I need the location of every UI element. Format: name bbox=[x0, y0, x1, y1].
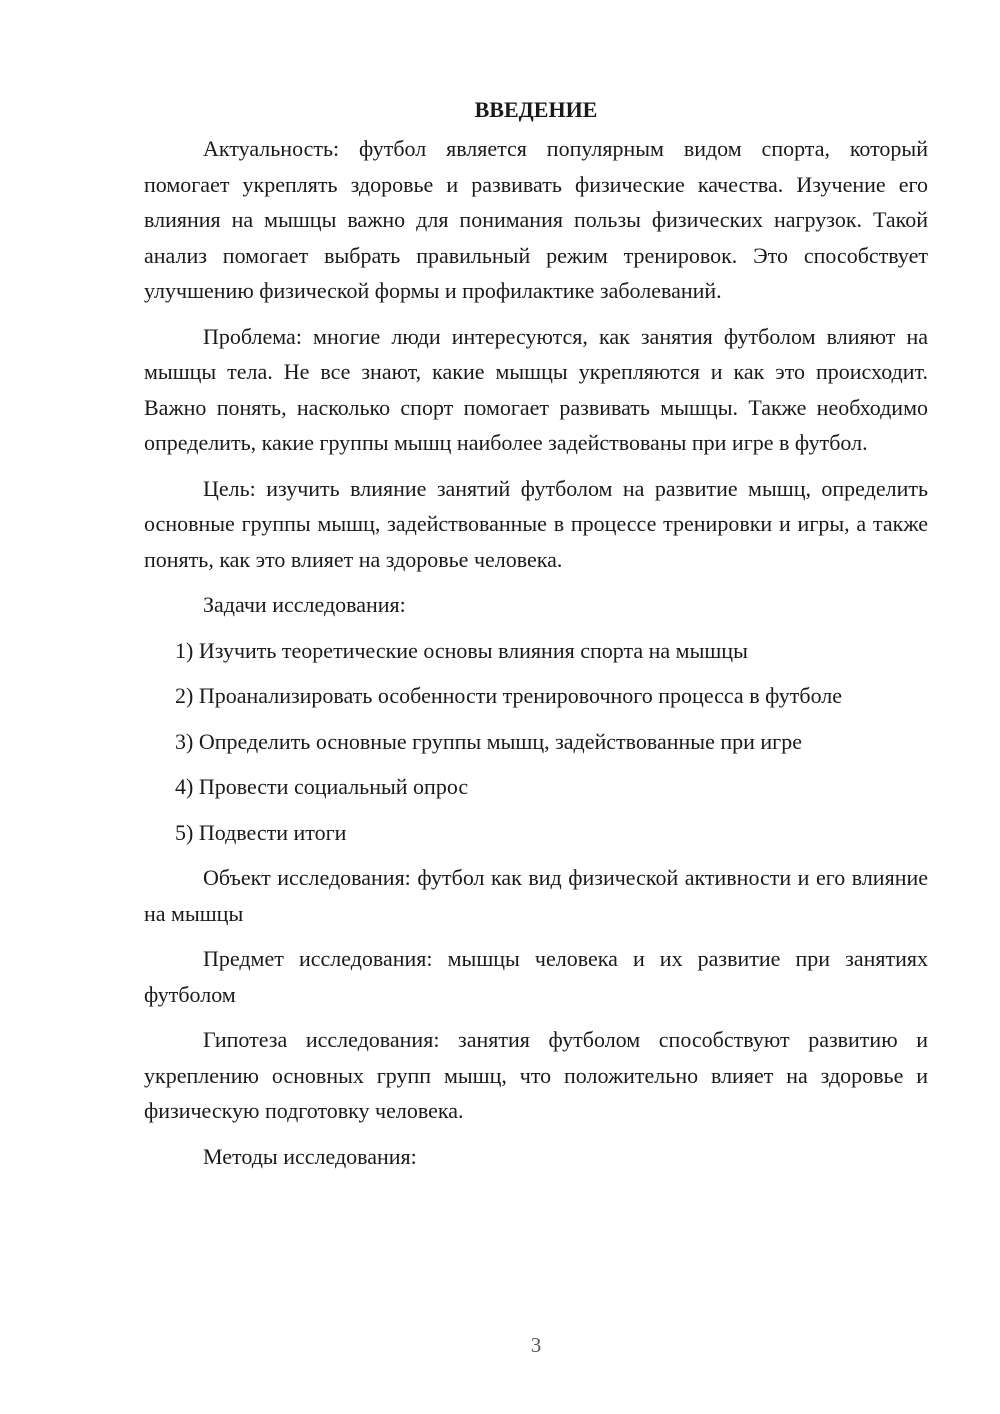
paragraph-object: Объект исследования: футбол как вид физической активности и его влияние на мышцы bbox=[144, 865, 928, 926]
paragraph-methods: Методы исследования: bbox=[203, 1143, 417, 1169]
paragraph-problem: Проблема: многие люди интересуются, как занятия футболом влияют на мышцы тела. Не все знают, какие мышцы укрепляются и как это происходит. Важно понять, насколько спорт помогает развивать мышцы. Также необходимо определить, какие группы мышц наиболее задействованы при игре в футбол. bbox=[144, 323, 928, 455]
paragraph-goal: Цель: изучить влияние занятий футболом на развитие мышц, определить основные группы мышц, задействованные в процессе тренировки и игры, а также понять, как это влияет на здоровье человека. bbox=[144, 475, 928, 572]
task-item-1: 1) Изучить теоретические основы влияния спорта на мышцы bbox=[175, 637, 748, 663]
task-item-5: 5) Подвести итоги bbox=[175, 819, 347, 845]
task-item-3: 3) Определить основные группы мышц, задействованные при игре bbox=[175, 728, 802, 754]
task-item-2: 2) Проанализировать особенности тренировочного процесса в футболе bbox=[175, 683, 843, 708]
paragraph-hypothesis: Гипотеза исследования: занятия футболом способствуют развитию и укреплению основных групп мышц, что положительно влияет на здоровье и физическую подготовку человека. bbox=[144, 1027, 928, 1123]
paragraph-tasks-heading: Задачи исследования: bbox=[203, 592, 406, 617]
page-content bbox=[144, 92, 928, 1184]
page-number: 3 bbox=[530, 1333, 542, 1357]
task-item-4: 4) Провести социальный опрос bbox=[175, 774, 469, 799]
page-title: ВВЕДЕНИЕ bbox=[474, 97, 598, 122]
paragraph-subject: Предмет исследования: мышцы человека и их развитие при занятиях футболом bbox=[144, 946, 928, 1007]
paragraph-relevance: Актуальность: футбол является популярным видом спорта, который помогает укреплять здоровье и развивать физические качества. Изучение его влияния на мышцы важно для понимания пользы физических нагрузок. Такой анализ помогает выбрать правильный режим тренировок. Это способствует улучшению физической формы и профилактике заболеваний. bbox=[144, 136, 928, 303]
